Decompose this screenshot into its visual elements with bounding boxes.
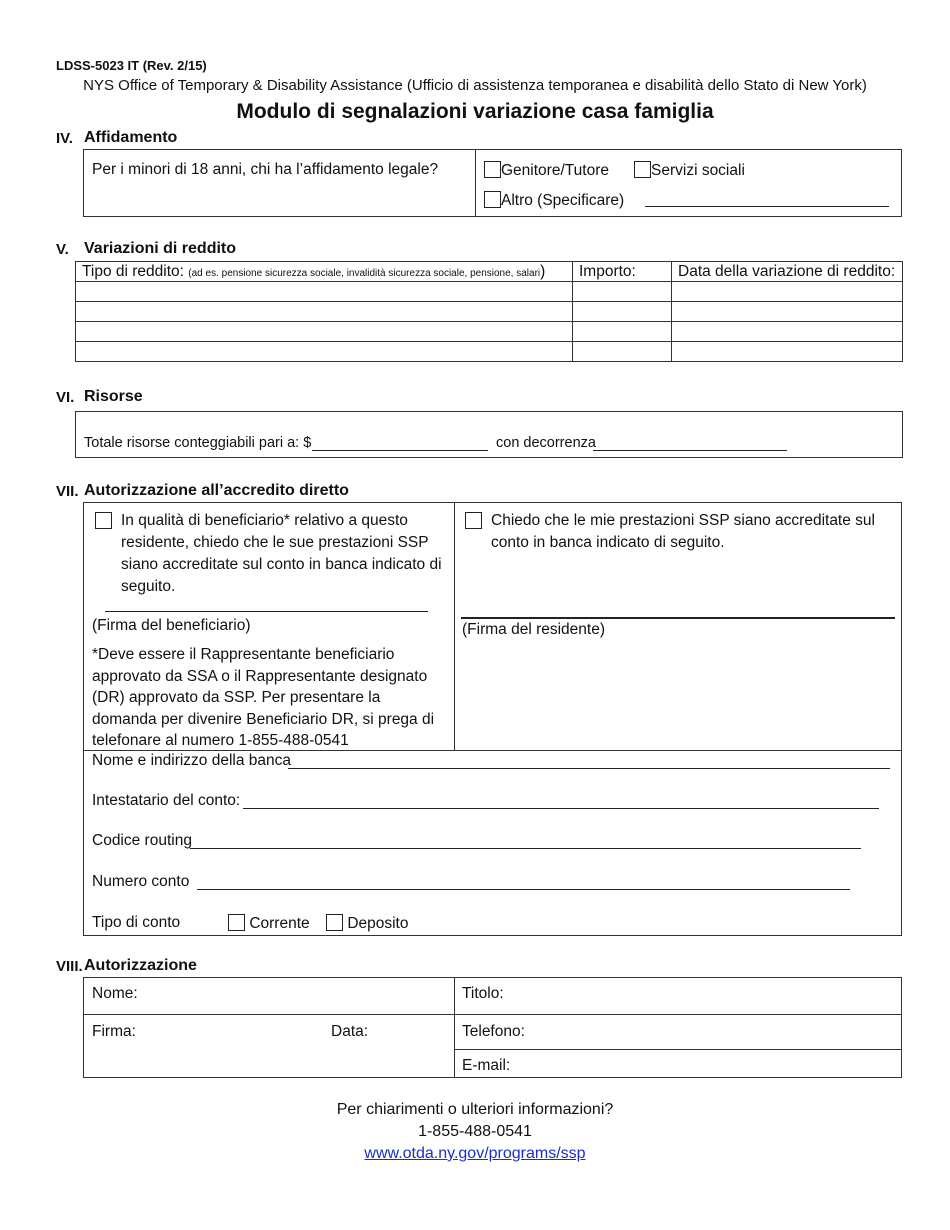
account-holder-line[interactable] <box>243 808 879 809</box>
checkbox[interactable] <box>228 914 245 931</box>
income-table <box>75 261 903 362</box>
section-number: VIII. <box>56 958 83 975</box>
routing-line[interactable] <box>190 848 861 849</box>
name-field[interactable]: Nome: <box>92 985 138 1002</box>
option-label: Deposito <box>347 915 409 932</box>
col-label: Tipo di reddito: <box>82 262 184 280</box>
cell[interactable] <box>573 302 672 322</box>
cell[interactable] <box>76 322 573 342</box>
date-field[interactable]: Data: <box>331 1023 369 1040</box>
other-specify-line[interactable] <box>645 206 889 207</box>
resident-checkbox[interactable] <box>465 512 482 529</box>
savings-option[interactable] <box>326 914 409 933</box>
option-label: Genitore/Tutore <box>501 162 609 179</box>
cell[interactable] <box>76 302 573 322</box>
table-row <box>76 342 903 362</box>
cell[interactable] <box>76 342 573 362</box>
option-label: Altro (Specificare) <box>501 192 625 209</box>
form-id: LDSS-5023 IT (Rev. 2/15) <box>56 58 207 73</box>
beneficiary-signature-label: (Firma del beneficiario) <box>92 617 251 634</box>
page-title: Modulo di segnalazioni variazione casa famiglia <box>236 100 714 123</box>
divider <box>454 977 455 1078</box>
footer-phone: 1-855-488-0541 <box>418 1123 532 1140</box>
option-social-services[interactable] <box>634 161 745 180</box>
section-title: Affidamento <box>84 129 178 146</box>
col-income-type <box>76 262 573 282</box>
signature-field[interactable]: Firma: <box>92 1023 136 1040</box>
account-holder-label: Intestatario del conto: <box>92 792 241 809</box>
table-row <box>76 282 903 302</box>
cell[interactable] <box>672 282 903 302</box>
title-field[interactable]: Titolo: <box>462 985 504 1002</box>
routing-label: Codice routing <box>92 832 192 849</box>
section-title: Variazioni di reddito <box>84 240 237 257</box>
beneficiary-signature-line[interactable] <box>105 611 428 612</box>
section-number: V. <box>56 241 69 258</box>
account-number-line[interactable] <box>197 889 850 890</box>
divider <box>83 1014 902 1015</box>
section-title: Risorse <box>84 388 143 405</box>
custody-question: Per i minori di 18 anni, chi ha l’affidamento legale? <box>92 161 439 178</box>
phone-field[interactable]: Telefono: <box>462 1023 525 1040</box>
cell[interactable] <box>573 282 672 302</box>
cell[interactable] <box>573 342 672 362</box>
checkbox[interactable] <box>326 914 343 931</box>
email-field[interactable]: E-mail: <box>462 1057 511 1074</box>
divider <box>475 149 476 217</box>
divider <box>454 1049 902 1050</box>
cell[interactable] <box>672 302 903 322</box>
resident-request-text: Chiedo che le mie prestazioni SSP siano accreditate sul conto in banca indicato di seguito. <box>491 512 875 551</box>
col-change-date: Data della variazione di reddito: <box>672 262 903 282</box>
effective-date-line[interactable] <box>593 450 787 451</box>
option-other[interactable] <box>484 191 624 210</box>
cell[interactable] <box>573 322 672 342</box>
total-resources-label: Totale risorse conteggiabili pari a: $ <box>84 435 312 451</box>
divider <box>454 502 455 751</box>
col-paren: ) <box>540 262 546 280</box>
section-number: IV. <box>56 130 73 147</box>
bank-name-line[interactable] <box>288 768 890 769</box>
col-amount: Importo: <box>573 262 672 282</box>
beneficiary-note: *Deve essere il Rappresentante beneficiario approvato da SSA o il Rappresentante designato (DR) approvato da SSP. Per presentare la domanda per divenire Beneficiario DR, si prega di telefonare al numero 1-855-488-0541 <box>92 646 435 749</box>
checkbox[interactable] <box>484 191 501 208</box>
effective-date-label: con decorrenza <box>496 435 596 451</box>
resident-signature-label: (Firma del residente) <box>462 621 605 638</box>
checkbox[interactable] <box>484 161 501 178</box>
total-resources-line[interactable] <box>312 450 488 451</box>
cell[interactable] <box>672 342 903 362</box>
table-row <box>76 322 903 342</box>
section-number: VI. <box>56 389 75 406</box>
col-note: (ad es. pensione sicurezza sociale, invalidità sicurezza sociale, pensione, salari <box>188 267 541 279</box>
cell[interactable] <box>76 282 573 302</box>
section-title: Autorizzazione <box>84 957 197 974</box>
account-type-label: Tipo di conto <box>92 914 181 931</box>
checkbox[interactable] <box>634 161 651 178</box>
section-number: VII. <box>56 483 79 500</box>
bank-name-label: Nome e indirizzo della banca <box>92 752 292 769</box>
beneficiary-checkbox[interactable] <box>95 512 112 529</box>
cell[interactable] <box>672 322 903 342</box>
option-label: Servizi sociali <box>651 162 745 179</box>
option-parent-guardian[interactable] <box>484 161 609 180</box>
table-row <box>76 302 903 322</box>
option-label: Corrente <box>249 915 310 932</box>
section-title: Autorizzazione all’accredito diretto <box>84 482 349 499</box>
checking-option[interactable] <box>228 914 310 933</box>
resident-signature-line[interactable] <box>461 617 895 619</box>
footer-link[interactable]: www.otda.ny.gov/programs/ssp <box>364 1145 586 1162</box>
beneficiary-request-text: In qualità di beneficiario* relativo a questo residente, chiedo che le sue prestazioni SSP siano accreditate sul conto in banca indicato di seguito. <box>121 512 442 595</box>
account-number-label: Numero conto <box>92 873 190 890</box>
agency-name: NYS Office of Temporary & Disability Assistance (Ufficio di assistenza temporanea e disabilità dello Stato di New York) <box>83 77 867 94</box>
footer-question: Per chiarimenti o ulteriori informazioni? <box>336 1101 614 1118</box>
